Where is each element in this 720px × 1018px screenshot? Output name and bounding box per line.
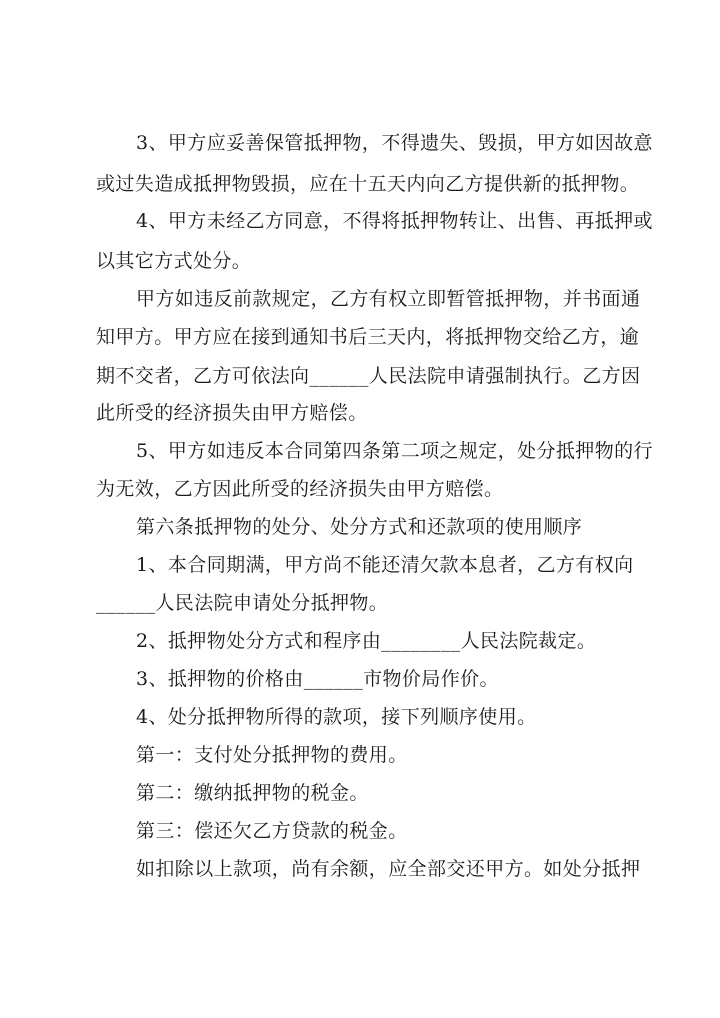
paragraph-line: 知甲方。甲方应在接到通知书后三天内，将抵押物交给乙方，逾 xyxy=(96,326,640,348)
paragraph-line: 3、抵押物的价格由______市物价局作价。 xyxy=(136,668,499,690)
paragraph-line: 为无效，乙方因此所受的经济损失由甲方赔偿。 xyxy=(96,478,504,500)
paragraph-line: 第一：支付处分抵押物的费用。 xyxy=(136,744,408,766)
paragraph-line: 以其它方式处分。 xyxy=(96,250,252,272)
paragraph-line: 或过失造成抵押物毁损，应在十五天内向乙方提供新的抵押物。 xyxy=(96,173,640,195)
paragraph-line: 3、甲方应妥善保管抵押物，不得遗失、毁损，甲方如因故意 xyxy=(136,132,653,154)
paragraph-line: 4、处分抵押物所得的款项，接下列顺序使用。 xyxy=(136,706,537,728)
paragraph-line: 第二：缴纳抵押物的税金。 xyxy=(136,782,369,804)
paragraph-line: 第三：偿还欠乙方贷款的税金。 xyxy=(136,820,408,842)
paragraph-line: 此所受的经济损失由甲方赔偿。 xyxy=(96,402,368,424)
paragraph-line: 如扣除以上款项，尚有余额，应全部交还甲方。如处分抵押 xyxy=(136,858,641,880)
paragraph-line: 1、本合同期满，甲方尚不能还清欠款本息者，乙方有权向 xyxy=(136,554,634,576)
paragraph-line: 4、甲方未经乙方同意，不得将抵押物转让、出售、再抵押或 xyxy=(136,210,653,232)
paragraph-line: 5、甲方如违反本合同第四条第二项之规定，处分抵押物的行 xyxy=(136,440,653,462)
section-heading: 第六条抵押物的处分、处分方式和还款项的使用顺序 xyxy=(136,516,583,538)
paragraph-line: ______人民法院申请处分抵押物。 xyxy=(96,592,389,614)
paragraph-line: 期不交者，乙方可依法向______人民法院申请强制执行。乙方因 xyxy=(96,365,641,387)
paragraph-line: 2、抵押物处分方式和程序由________人民法院裁定。 xyxy=(136,630,597,652)
paragraph-line: 甲方如违反前款规定，乙方有权立即暂管抵押物，并书面通 xyxy=(136,288,641,310)
